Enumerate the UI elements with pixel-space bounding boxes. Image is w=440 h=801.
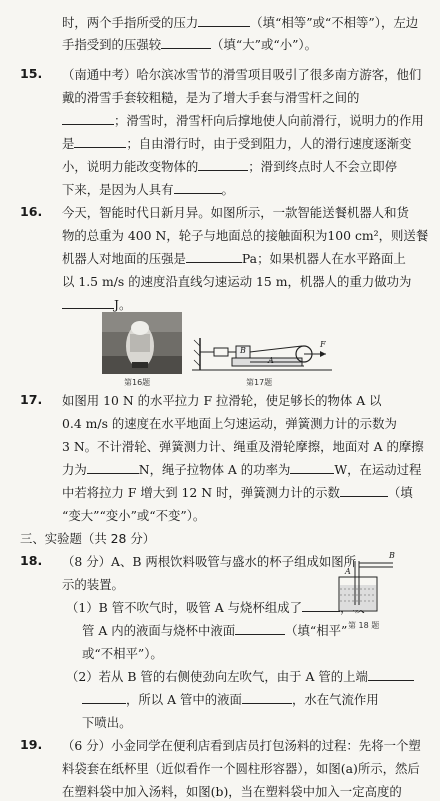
figure-label-a: A xyxy=(345,567,351,576)
text-line: 管 A 内的液面与烧杯中液面 （填“相平” xyxy=(82,623,348,638)
text-line: 料袋套在纸杯里（近似看作一个圆柱形容器），如图(a)所示，然后 xyxy=(62,761,420,776)
robot-photo xyxy=(102,312,182,374)
answer-blank[interactable] xyxy=(186,250,242,263)
answer-blank[interactable] xyxy=(290,461,334,474)
text-line: 手指受到的压强较 （填“大”或“小”）。 xyxy=(62,37,317,52)
answer-blank[interactable] xyxy=(368,668,414,681)
text-line: 物的总重为 400 N，轮子与地面总的接触面积为100 cm²，则送餐 xyxy=(62,228,429,243)
text-line: 示的装置。 xyxy=(62,577,124,592)
text-line: ；滑雪时，滑雪杆向后撑地使人向前滑行，说明力的作用 xyxy=(62,112,398,130)
answer-blank[interactable] xyxy=(62,112,114,125)
text-line: 3 N。不计滑轮、弹簧测力计、绳重及滑轮摩擦，地面对 A 的摩擦 xyxy=(62,439,424,454)
question-number: 15. xyxy=(20,66,43,81)
figure-caption: 第17题 xyxy=(246,378,273,387)
text-line: 是 ；自由滑行时，由于受到阻力，人的滑行速度逐渐变 xyxy=(62,136,412,151)
answer-blank[interactable] xyxy=(198,158,248,171)
text-line: （南通中考）哈尔滨冰雪节的滑雪项目吸引了很多南方游客，他们 xyxy=(62,67,422,82)
text-line: 今天，智能时代日新月异。如图所示，一款智能送餐机器人和货 xyxy=(62,205,409,220)
answer-blank[interactable] xyxy=(87,461,139,474)
pulley-diagram xyxy=(192,336,332,372)
figure-caption: 第16题 xyxy=(124,378,151,387)
text-line: 以 1.5 m/s 的速度沿直线匀速运动 15 m，机器人的重力做功为 xyxy=(62,274,412,289)
text-line: 时，两个手指所受的压力 （填“相等”或“不相等”），左边 xyxy=(62,15,419,30)
figure-label-f: F xyxy=(320,340,326,349)
answer-blank[interactable] xyxy=(242,691,292,704)
text-line: （6 分）小金同学在便利店看到店员打包汤料的过程：先将一个塑 xyxy=(62,738,421,753)
text-line: 中若将拉力 F 增大到 12 N 时，弹簧测力计的示数 （填 xyxy=(62,485,413,500)
text-line: （8 分）A、B 两根饮料吸管与盛水的杯子组成如图所 xyxy=(62,554,357,569)
text-line: 下喷出。 xyxy=(82,715,132,730)
text-line: 0.4 m/s 的速度在水平地面上匀速运动，弹簧测力计的示数为 xyxy=(62,416,397,431)
beaker-diagram xyxy=(333,551,397,617)
text-line: 如图用 10 N 的水平拉力 F 拉滑轮，使足够长的物体 A 以 xyxy=(62,393,382,408)
figure-label-a: A xyxy=(268,356,274,365)
text-line: 小，说明力能改变物体的 ；滑到终点时人不会立即停 xyxy=(62,159,397,174)
answer-blank[interactable] xyxy=(74,135,126,148)
text-line: ，所以 A 管中的液面 ，水在气流作用 xyxy=(82,691,418,709)
text-line: J。 xyxy=(62,296,398,314)
text-line: 力为 N，绳子拉物体 A 的功率为 W，在运动过程 xyxy=(62,462,422,477)
question-number: 17. xyxy=(20,392,43,407)
answer-blank[interactable] xyxy=(235,622,285,635)
answer-blank[interactable] xyxy=(198,14,250,27)
text-line: “变大”“变小”或“不变”）。 xyxy=(62,508,206,523)
question-number: 18. xyxy=(20,553,43,568)
text-line: 戴的滑雪手套较粗糙，是为了增大手套与滑雪杆之间的 xyxy=(62,90,360,105)
text-line: 在塑料袋中加入汤料，如图(b)，当在塑料袋中加入一定高度的 xyxy=(62,784,402,799)
text-line: 下来，是因为人具有 。 xyxy=(62,182,234,197)
section-heading: 三、实验题（共 28 分） xyxy=(20,531,156,546)
text-line: 机器人对地面的压强是 Pa；如果机器人在水平路面上 xyxy=(62,251,406,266)
text-line: （2）若从 B 管的右侧使劲向左吹气，由于 A 管的上端 xyxy=(66,668,402,686)
text-line: 或“不相平”）。 xyxy=(82,646,163,661)
answer-blank[interactable] xyxy=(161,36,211,49)
figure-label-b: B xyxy=(240,346,246,355)
answer-blank[interactable] xyxy=(82,691,126,704)
answer-blank[interactable] xyxy=(174,181,222,194)
answer-blank[interactable] xyxy=(340,484,388,497)
answer-blank[interactable] xyxy=(62,296,114,309)
figure-label-b: B xyxy=(389,551,395,560)
question-number: 16. xyxy=(20,204,43,219)
text-line: （1）B 管不吹气时，吸管 A 与烧杯组成了 xyxy=(66,599,402,617)
figure-caption: 第 18 题 xyxy=(348,621,380,630)
question-number: 19. xyxy=(20,737,43,752)
